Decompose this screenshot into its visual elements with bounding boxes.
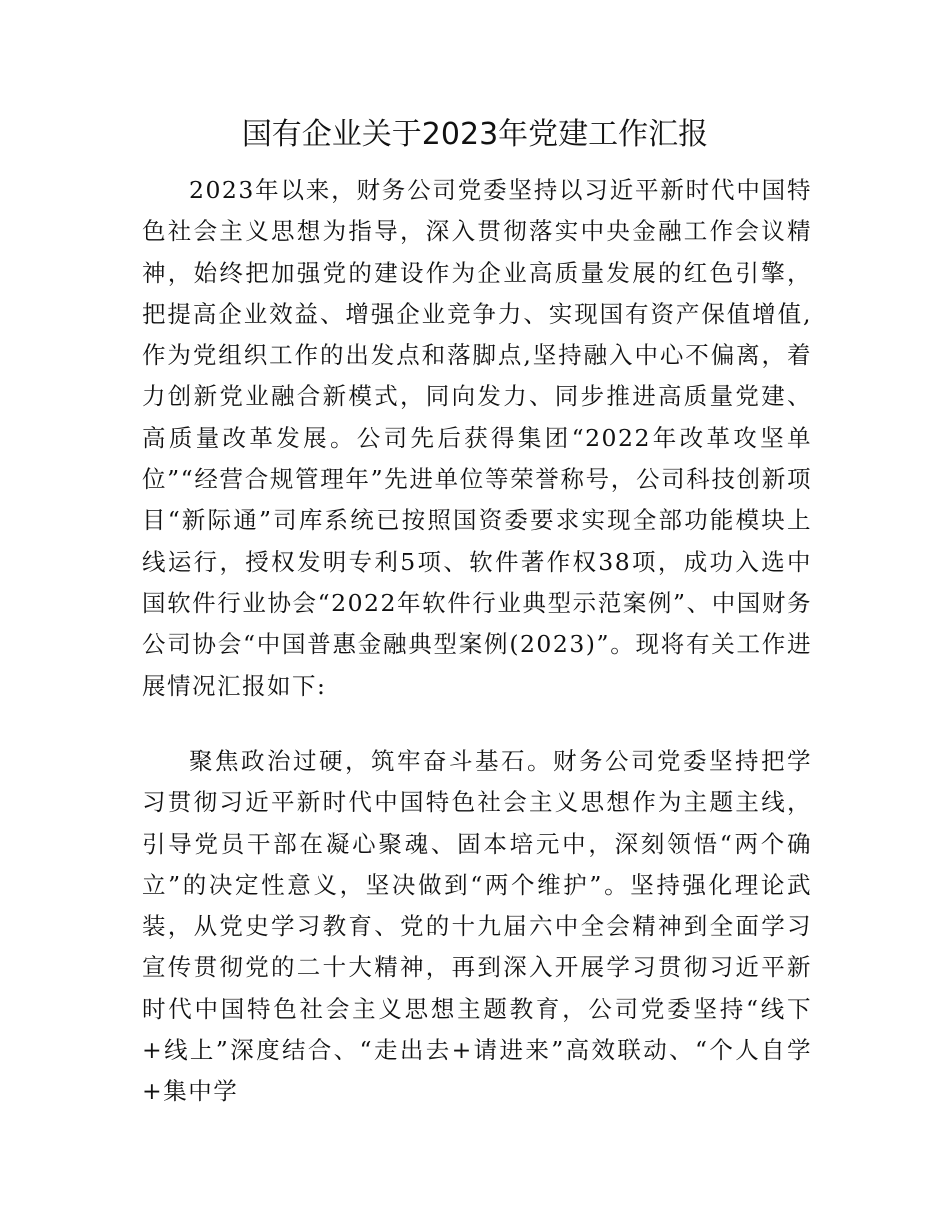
paragraph-political: 聚焦政治过硬，筑牢奋斗基石。财务公司党委坚持把学习贯彻习近平新时代中国特色社会主义思想作为主题主线，引导党员干部在凝心聚魂、固本培元中，深刻领悟“两个确立”的决定性意义，坚决做到“两个维护”。坚持强化理论武装，从党史学习教育、党的十九届六中全会精神到全面学习宣传贯彻党的二十大精神，再到深入开展学习贯彻习近平新时代中国特色社会主义思想主题教育，公司党委坚持“线下+线上”深度结合、“走出去+请进来”高效联动、“个人自学+集中学 <box>142 747 812 1106</box>
paragraph-intro: 2023年以来，财务公司党委坚持以习近平新时代中国特色社会主义思想为指导，深入贯彻落实中央金融工作会议精神，始终把加强党的建设作为企业高质量发展的红色引擎，把提高企业效益、增强企业竞争力、实现国有资产保值增值,作为党组织工作的出发点和落脚点,坚持融入中心不偏离，着力创新党业融合新模式，同向发力、同步推进高质量党建、高质量改革发展。公司先后获得集团“2022年改革攻坚单位”“经营合规管理年”先进单位等荣誉称号，公司科技创新项目“新际通”司库系统已按照国资委要求实现全部功能模块上线运行，授权发明专利5项、软件著作权38项，成功入选中国软件行业协会“2022年软件行业典型示范案例”、中国财务公司协会“中国普惠金融典型案例(2023)”。现将有关工作进展情况汇报如下: <box>142 176 812 700</box>
document-title: 国有企业关于2023年党建工作汇报 <box>241 117 709 152</box>
